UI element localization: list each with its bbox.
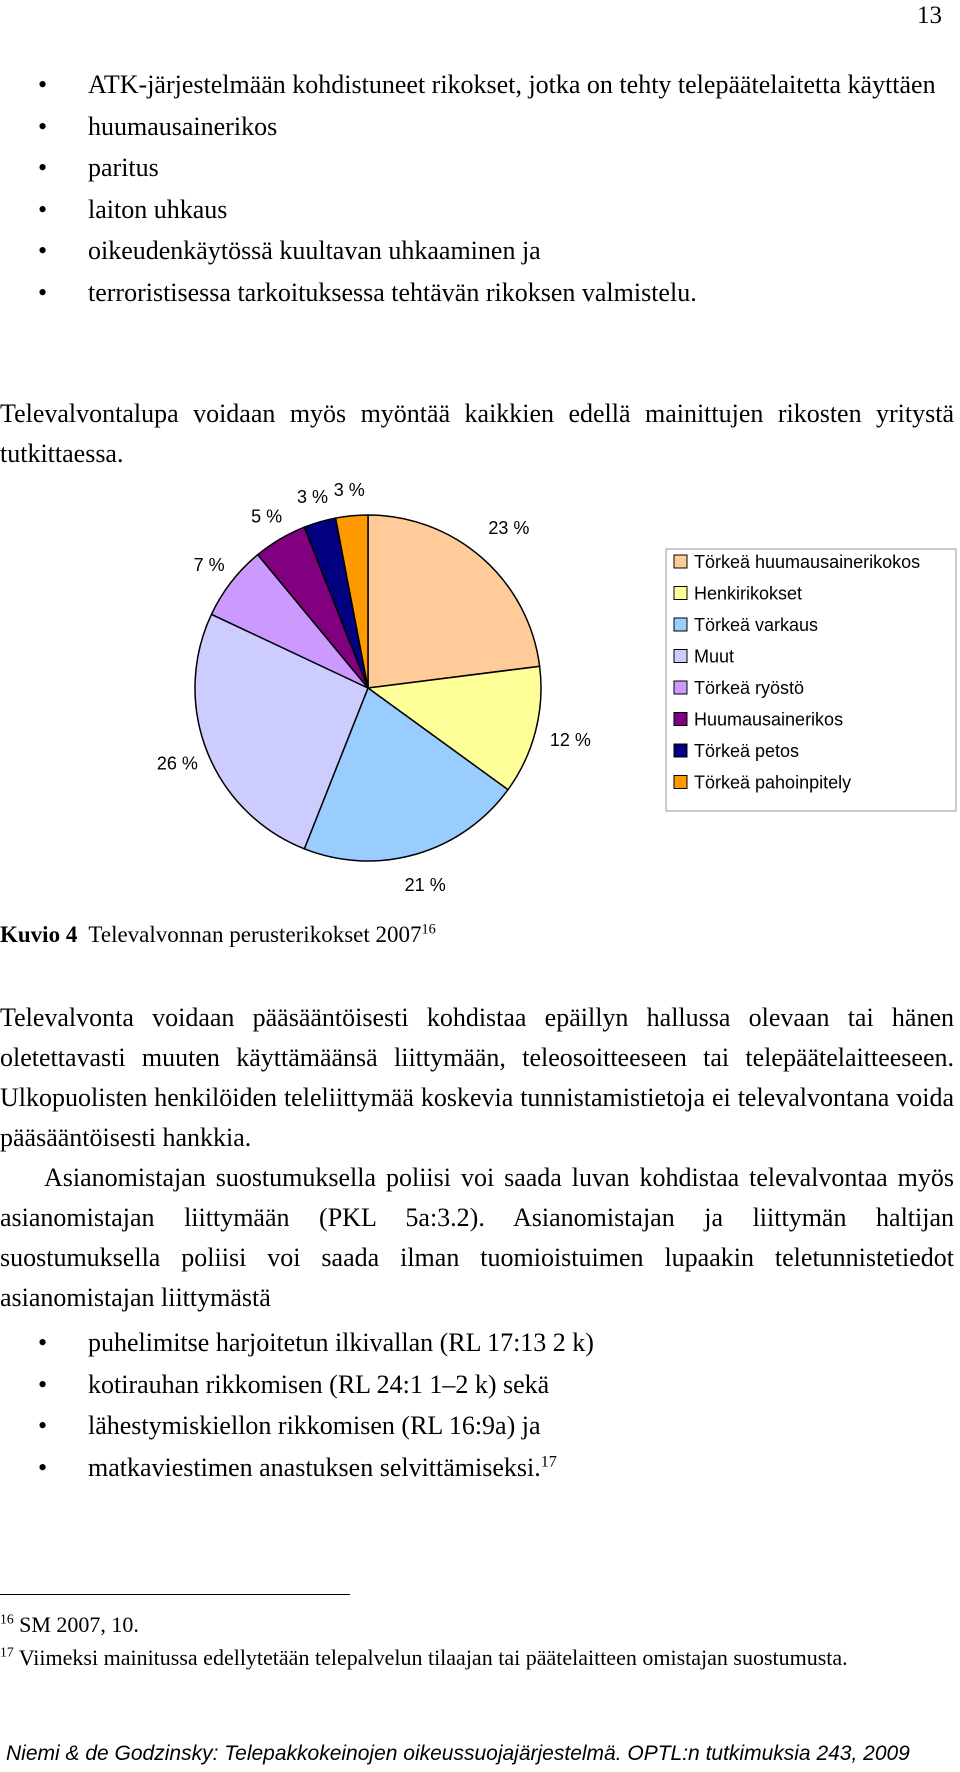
slice-label: 21 %: [404, 874, 446, 895]
pie-chart: [0, 470, 960, 900]
slice-label: 23 %: [488, 518, 530, 539]
legend-label: Henkirikokset: [694, 583, 803, 604]
legend-label: Törkeä ryöstö: [694, 678, 805, 698]
list-item-text: matkaviestimen anastuksen selvittämiseksi.: [88, 1452, 541, 1482]
footnote-text: Viimeksi mainitussa edellytetään telepalvelun tilaajan tai päätelaitteen omistajan suostumusta.: [18, 1645, 848, 1670]
footnote: [0, 1643, 944, 1672]
chart-legend: [666, 549, 956, 811]
list-item: • ATK-järjestelmään kohdistuneet rikokset, jotka on tehty telepäätelaitetta käyttäen: [0, 64, 960, 106]
list-item: • puhelimitse harjoitetun ilkivallan (RL 17:13 2 k): [0, 1322, 960, 1364]
list-item: • lähestymiskiellon rikkomisen (RL 16:9a) ja: [0, 1405, 960, 1447]
legend-label: Törkeä petos: [694, 741, 800, 761]
footnote-number: 17: [0, 1644, 14, 1660]
slice-label: 3 %: [296, 486, 329, 507]
legend-swatch: [674, 587, 687, 600]
list-item: [0, 1447, 960, 1489]
legend-label: Törkeä varkaus: [694, 615, 819, 635]
footnote-number: 16: [0, 1611, 14, 1627]
list-item: • paritus: [0, 147, 960, 189]
paragraph: Televalvonta voidaan pääsääntöisesti kohdistaa epäillyn hallussa olevaan tai hänen oletettavasti muuten käyttämäänsä liittymään, teleosoitteeseen tai telepäätelaitteeseen. Ulkopuolisten henkilöiden teleliittymää koskevia tunnistamistietoja ei televalvontana voida pääsääntöisesti hankkia.: [0, 1003, 954, 1152]
slice-label: 5 %: [251, 506, 283, 527]
legend-swatch: [674, 681, 687, 694]
legend-swatch: [674, 650, 687, 663]
footnote-ref: 17: [540, 1452, 557, 1470]
legend-swatch: [674, 555, 687, 568]
paragraph: Televalvontalupa voidaan myös myöntää kaikkien edellä mainittujen rikosten yritystä tutkittaessa.: [0, 399, 954, 468]
pie-slice: [368, 515, 540, 688]
list-item: • huumausainerikos: [0, 106, 960, 148]
slice-label: 7 %: [193, 554, 225, 575]
list-item: • terroristisessa tarkoituksessa tehtävän rikoksen valmistelu.: [0, 272, 960, 314]
caption-text: Televalvonnan perusterikokset 2007: [88, 922, 422, 947]
list-item: • oikeudenkäytössä kuultavan uhkaaminen ja: [0, 230, 960, 272]
page-footer: Niemi & de Godzinsky: Telepakkokeinojen oikeussuojajärjestelmä. OPTL:n tutkimuksia 243, 2009: [6, 1742, 910, 1765]
legend-label: Törkeä huumausainerikokos: [694, 552, 921, 572]
list-item: • kotirauhan rikkomisen (RL 24:1 1–2 k) sekä: [0, 1364, 960, 1406]
list-item: • laiton uhkaus: [0, 189, 960, 231]
footnote-text: SM 2007, 10.: [19, 1612, 139, 1637]
legend-swatch: [674, 744, 687, 757]
footnote-divider: [0, 1594, 350, 1595]
pie-slices: [195, 515, 541, 861]
legend-label: Muut: [694, 646, 735, 667]
footnote-ref: 16: [421, 921, 436, 938]
bullet-list-top: [0, 64, 960, 313]
footnote: [0, 1610, 944, 1639]
bullet-list-bottom: [0, 1322, 960, 1488]
legend-swatch: [674, 618, 687, 631]
page-number: 13: [917, 2, 942, 29]
legend-label: Huumausainerikos: [694, 709, 844, 730]
slice-label: 26 %: [156, 753, 198, 774]
paragraph: Asianomistajan suostumuksella poliisi voi saada luvan kohdistaa televalvontaa myös asianomistajan liittymään (PKL 5a:3.2). Asianomistajan ja liittymän haltijan suostumuksella poliisi voi saada ilman tuomioistuimen lupaakin teletunnistetiedot asianomistajan liittymästä: [0, 1163, 954, 1312]
legend-swatch: [674, 776, 687, 789]
legend-swatch: [674, 713, 687, 726]
slice-label: 3 %: [333, 479, 365, 500]
figure-caption: [0, 922, 436, 948]
caption-label: Kuvio 4: [0, 922, 78, 947]
legend-label: Törkeä pahoinpitely: [694, 772, 852, 793]
slice-label: 12 %: [549, 730, 591, 750]
